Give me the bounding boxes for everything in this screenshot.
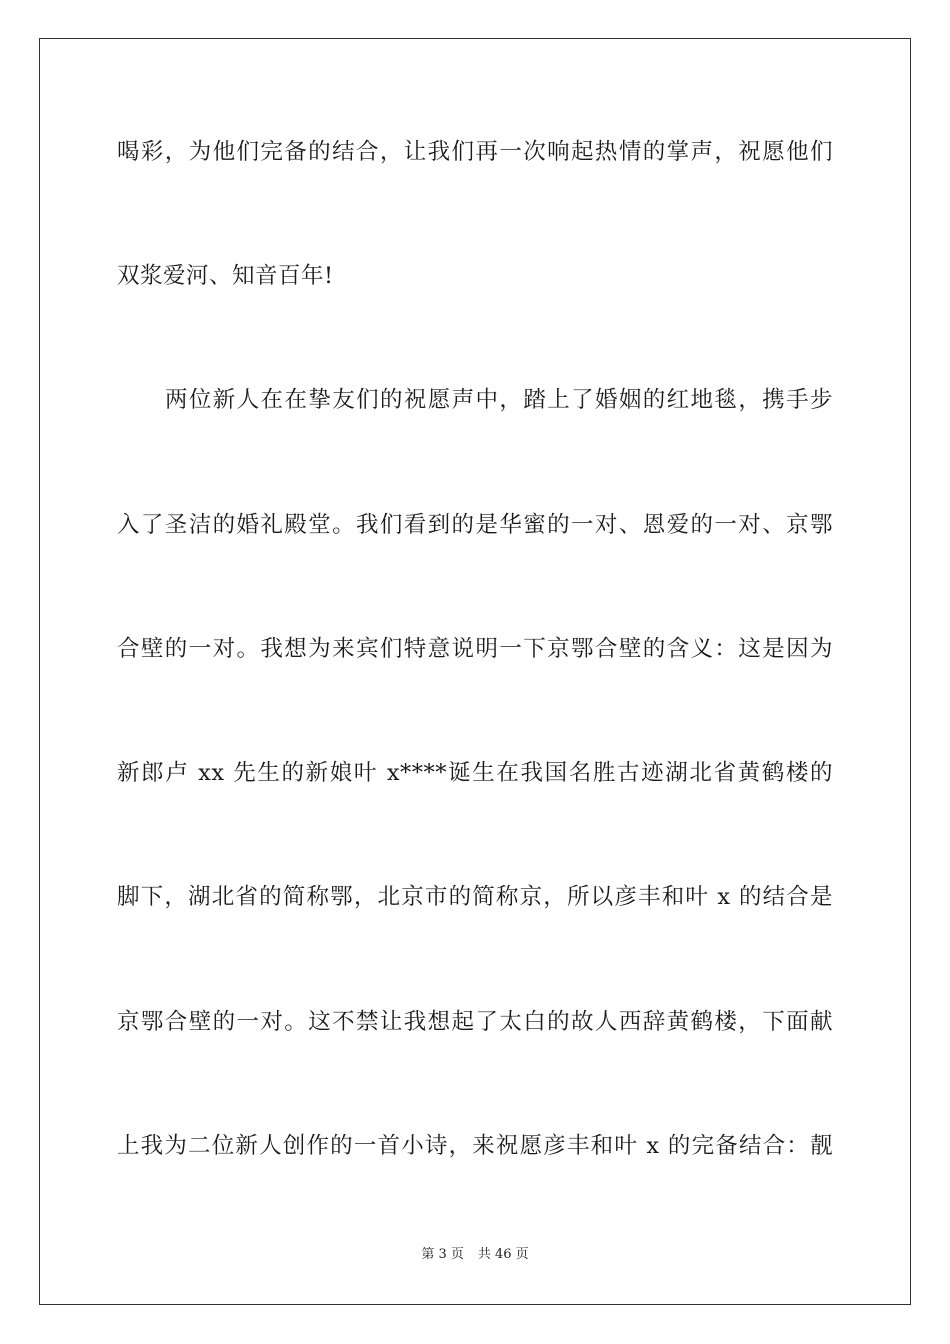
- page-footer: [0, 1246, 950, 1264]
- text-line-4: 入了圣洁的婚礼殿堂。我们看到的是华蜜的一对、恩爱的一对、京鄂: [117, 512, 833, 538]
- text-line-9: 上我为二位新人创作的一首小诗，来祝愿彦丰和叶 x 的完备结合：靓: [117, 1133, 833, 1159]
- text-line-1: 喝彩，为他们完备的结合，让我们再一次响起热情的掌声，祝愿他们: [117, 139, 833, 165]
- page-border: [39, 38, 911, 1305]
- text-line-2: 双浆爱河、知音百年!: [117, 263, 334, 289]
- text-line-8: 京鄂合壁的一对。这不禁让我想起了太白的故人西辞黄鹤楼，下面献: [117, 1009, 833, 1035]
- page-number: 第 3 页: [421, 1247, 464, 1262]
- text-line-7: 脚下，湖北省的简称鄂，北京市的简称京，所以彦丰和叶 x 的结合是: [117, 884, 833, 910]
- text-line-6: 新郎卢 xx 先生的新娘叶 x****诞生在我国名胜古迹湖北省黄鹤楼的: [117, 760, 833, 786]
- total-pages: 共 46 页: [477, 1247, 529, 1262]
- text-line-3: 两位新人在在挚友们的祝愿声中，踏上了婚姻的红地毯，携手步: [165, 387, 833, 413]
- text-line-5: 合壁的一对。我想为来宾们特意说明一下京鄂合壁的含义：这是因为: [117, 636, 833, 662]
